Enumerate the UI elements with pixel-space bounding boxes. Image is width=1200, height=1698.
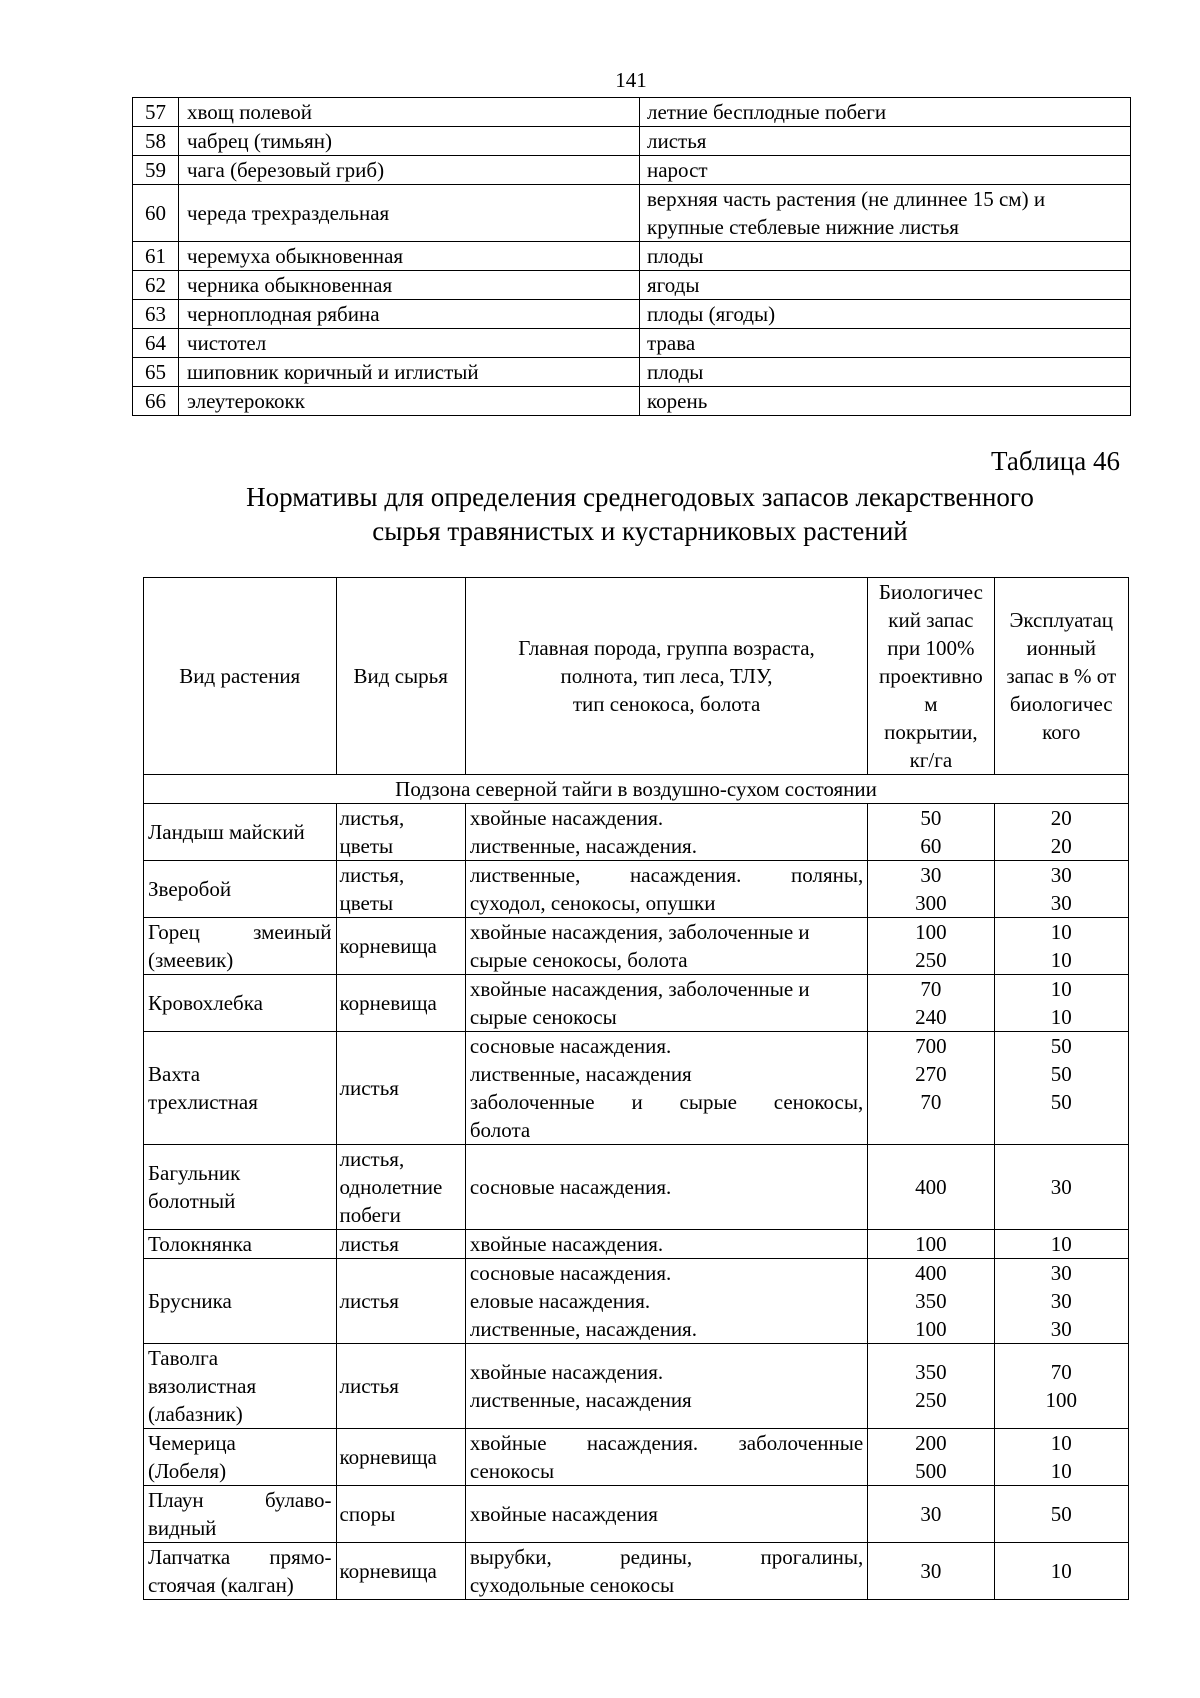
header-exp-line: ионный [1026,636,1097,660]
plant-name: черемуха обыкновенная [179,242,640,271]
header-bio-line: м [924,692,938,716]
exploitation-reserve-cell-line: 50 [1050,1502,1072,1526]
stand-description-cell-line: хвойные насаждения, заболоченные и [469,977,810,1001]
raw-type-cell-line: листья [339,1289,399,1313]
table-row [144,1486,1129,1543]
raw-part-line: крупные стеблевые нижние листья [647,215,959,239]
plant-name-cell-line: Лапчатка прямо- [148,1545,332,1569]
raw-part-line: нарост [647,158,708,182]
plant-name-cell-line: Багульник [148,1161,241,1185]
header-bio-line: кий запас [888,608,974,632]
biological-reserve-cell-line: 350 [915,1360,947,1384]
biological-reserve-cell-line: 400 [915,1261,947,1285]
stand-description-cell [465,1486,867,1543]
biological-reserve-cell-line: 70 [920,977,942,1001]
table-row [144,1259,1129,1344]
stand-description-cell [465,1230,867,1259]
stand-description-cell-line: хвойные насаждения. [469,806,664,830]
plant-name-cell [144,1145,337,1230]
stand-description-cell-line: вырубки, редины, прогалины, [469,1545,864,1569]
exploitation-reserve-cell [994,1344,1128,1429]
exploitation-reserve-cell [994,1032,1128,1145]
header-bio [868,578,994,775]
biological-reserve-cell [868,1032,994,1145]
header-raw: Вид сырья [336,578,465,775]
biological-reserve-cell [868,1230,994,1259]
stand-description-cell [465,1429,867,1486]
exploitation-reserve-cell-line: 10 [1050,920,1072,944]
table-row [133,300,1131,329]
row-number: 64 [133,329,179,358]
plant-name-cell [144,1230,337,1259]
plant-name: элеутерококк [179,387,640,416]
row-number: 65 [133,358,179,387]
raw-part-line: плоды [647,360,704,384]
exploitation-reserve-cell [994,861,1128,918]
stand-description-cell-line: лиственные, насаждения [469,1388,692,1412]
plant-name-cell-line: Зверобой [148,877,232,901]
raw-type-cell [336,1259,465,1344]
exploitation-reserve-cell-line: 50 [1050,1062,1072,1086]
table-row [144,1543,1129,1600]
exploitation-reserve-cell-line: 30 [1050,1289,1072,1313]
raw-type-cell [336,1230,465,1259]
plant-name-cell-line: Плаун булаво- [148,1488,332,1512]
raw-type-cell-line: корневища [339,934,437,958]
stand-description-cell-line: сосновые насаждения. [469,1261,672,1285]
raw-part [640,271,1131,300]
stand-description-cell-line: лиственные, насаждения. [469,1317,697,1341]
table-row [133,329,1131,358]
plant-name: чага (березовый гриб) [179,156,640,185]
header-row [144,578,1129,775]
raw-type-cell-line: листья [339,1076,399,1100]
table-row [144,918,1129,975]
raw-type-cell [336,1543,465,1600]
exploitation-reserve-cell-line: 30 [1050,891,1072,915]
raw-part [640,156,1131,185]
raw-type-cell-line: листья [339,1232,399,1256]
raw-type-cell [336,1429,465,1486]
table-row [144,1230,1129,1259]
raw-part [640,387,1131,416]
stand-description-cell-line: хвойные насаждения. [469,1360,664,1384]
biological-reserve-cell-line: 60 [920,834,942,858]
plant-name-cell [144,1344,337,1429]
plant-name-cell-line: вязолистная [148,1374,257,1398]
biological-reserve-cell [868,861,994,918]
table-row [133,185,1131,242]
stand-description-cell-line: лиственные, насаждения [469,1062,692,1086]
plant-name-cell-line: видный [148,1516,217,1540]
row-number: 63 [133,300,179,329]
plant-name-cell-line: Вахта [148,1062,201,1086]
biological-reserve-cell-line: 50 [920,806,942,830]
stand-description-cell-line: лиственные, насаждения. [469,834,697,858]
stand-description-cell-line: сосновые насаждения. [469,1175,672,1199]
plant-name-cell [144,804,337,861]
biological-reserve-cell-line: 30 [920,1502,942,1526]
table-label: Таблица 46 [991,446,1120,476]
raw-part-line: корень [647,389,708,413]
exploitation-reserve-cell-line: 10 [1050,977,1072,1001]
stand-description-cell [465,918,867,975]
header-exp-line: кого [1042,720,1081,744]
header-bio-line: проективно [878,664,983,688]
table-row [144,861,1129,918]
row-number: 59 [133,156,179,185]
plant-name-cell-line: Кровохлебка [148,991,263,1015]
raw-type-cell-line: цветы [339,834,394,858]
exploitation-reserve-cell [994,1543,1128,1600]
plant-name: чистотел [179,329,640,358]
table-title [200,480,1080,548]
plant-name-cell-line: Горец змеиный [148,920,332,944]
exploitation-reserve-cell-line: 30 [1050,863,1072,887]
stand-description-cell-line: суходольные сенокосы [469,1573,675,1597]
table-title-line: сырья травянистых и кустарниковых растений [372,516,908,546]
raw-part [640,329,1131,358]
header-bio-line: кг/га [909,748,953,772]
raw-type-cell-line: листья [339,1374,399,1398]
exploitation-reserve-cell-line [995,1116,1128,1144]
biological-reserve-cell-line: 700 [915,1034,947,1058]
raw-type-cell [336,975,465,1032]
header-desc-line: тип сенокоса, болота [572,692,761,716]
biological-reserve-cell-line: 300 [915,891,947,915]
raw-type-cell-line: листья, [339,863,405,887]
plant-name-cell-line: (змеевик) [148,948,234,972]
raw-type-cell-line: корневища [339,1445,437,1469]
biological-reserve-cell [868,1543,994,1600]
raw-type-cell-line: побеги [339,1203,401,1227]
stand-description-cell [465,1259,867,1344]
stand-description-cell [465,1344,867,1429]
header-desc [465,578,867,775]
plant-name-cell-line: Таволга [148,1346,219,1370]
raw-type-cell-line: корневища [339,1559,437,1583]
stand-description-cell-line: сырые сенокосы [469,1005,617,1029]
plant-name-cell [144,918,337,975]
stand-description-cell-line: сенокосы [469,1459,555,1483]
biological-reserve-cell [868,1259,994,1344]
raw-part-line: ягоды [647,273,700,297]
stand-description-cell-line: сосновые насаждения. [469,1034,672,1058]
plant-name: черноплодная рябина [179,300,640,329]
table-row [133,387,1131,416]
raw-type-cell-line: корневища [339,991,437,1015]
biological-reserve-cell-line: 100 [915,1317,947,1341]
table-row [144,1344,1129,1429]
plant-name-cell [144,1543,337,1600]
header-desc-line: полнота, тип леса, ТЛУ, [560,664,773,688]
raw-part [640,300,1131,329]
plant-name-cell-line: (лабазник) [148,1402,243,1426]
stand-description-cell-line: хвойные насаждения. заболоченные [469,1431,864,1455]
exploitation-reserve-cell-line: 30 [1050,1261,1072,1285]
biological-reserve-cell-line [868,1116,993,1144]
raw-part-line: верхняя часть растения (не длиннее 15 см) и [647,187,1046,211]
stand-description-cell-line: болота [469,1118,531,1142]
table-row [133,156,1131,185]
table-row [144,975,1129,1032]
plant-name-cell-line: Ландыш майский [148,820,305,844]
biological-reserve-cell-line: 250 [915,1388,947,1412]
raw-type-cell [336,804,465,861]
table-row [133,271,1131,300]
exploitation-reserve-cell-line: 10 [1050,1431,1072,1455]
plant-name-cell [144,1259,337,1344]
raw-type-cell-line: однолетние [339,1175,443,1199]
plant-name-cell-line: болотный [148,1189,236,1213]
biological-reserve-cell-line: 500 [915,1459,947,1483]
zone-row [144,775,1129,804]
exploitation-reserve-cell [994,804,1128,861]
raw-part-line: листья [647,129,707,153]
biological-reserve-cell-line: 270 [915,1062,947,1086]
header-exp-line: биологичес [1009,692,1113,716]
exploitation-reserve-cell [994,1259,1128,1344]
table-row [144,1032,1129,1145]
raw-part [640,98,1131,127]
exploitation-reserve-cell-line: 30 [1050,1317,1072,1341]
exploitation-reserve-cell-line: 50 [1050,1090,1072,1114]
table-title-line: Нормативы для определения среднегодовых запасов лекарственного [246,482,1034,512]
exploitation-reserve-cell-line: 100 [1045,1388,1077,1412]
raw-type-cell [336,1486,465,1543]
raw-part [640,127,1131,156]
biological-reserve-cell-line: 200 [915,1431,947,1455]
plant-name-cell-line: Брусника [148,1289,232,1313]
raw-type-cell-line: цветы [339,891,394,915]
raw-part [640,185,1131,242]
plant-name-cell [144,861,337,918]
table-row [144,1145,1129,1230]
biological-reserve-cell [868,1145,994,1230]
zone-label: Подзона северной тайги в воздушно-сухом состоянии [144,775,1129,804]
stand-description-cell [465,1032,867,1145]
table-row [144,804,1129,861]
page-number: 141 [615,68,647,92]
exploitation-reserve-cell [994,1429,1128,1486]
header-bio-line: покрытии, [884,720,978,744]
reserves-norms-table [143,577,1129,1600]
exploitation-reserve-cell [994,918,1128,975]
stand-description-cell-line: сырые сенокосы, болота [469,948,688,972]
stand-description-cell-line: хвойные насаждения. [469,1232,664,1256]
stand-description-cell-line: заболоченные и сырые сенокосы, [469,1090,864,1114]
exploitation-reserve-cell-line: 30 [1050,1175,1072,1199]
raw-part-line: трава [647,331,696,355]
plants-raw-material-table [132,97,1131,416]
biological-reserve-cell [868,1486,994,1543]
raw-type-cell [336,918,465,975]
stand-description-cell [465,1145,867,1230]
stand-description-cell [465,975,867,1032]
plant-name-cell [144,1032,337,1145]
exploitation-reserve-cell-line: 20 [1050,806,1072,830]
table-row [133,98,1131,127]
stand-description-cell-line: еловые насаждения. [469,1289,651,1313]
exploitation-reserve-cell-line: 10 [1050,1559,1072,1583]
exploitation-reserve-cell [994,975,1128,1032]
stand-description-cell [465,804,867,861]
biological-reserve-cell [868,918,994,975]
biological-reserve-cell [868,1344,994,1429]
raw-type-cell-line: листья, [339,806,405,830]
biological-reserve-cell-line: 250 [915,948,947,972]
stand-description-cell-line: суходол, сенокосы, опушки [469,891,716,915]
exploitation-reserve-cell-line: 10 [1050,1005,1072,1029]
header-bio-line: Биологичес [878,580,983,604]
raw-type-cell-line: листья, [339,1147,405,1171]
raw-part-line: плоды [647,244,704,268]
plant-name-cell-line: Чемерица [148,1431,236,1455]
biological-reserve-cell [868,804,994,861]
plant-name-cell-line: трехлистная [148,1090,258,1114]
plant-name: хвощ полевой [179,98,640,127]
table-row [133,242,1131,271]
raw-part-line: плоды (ягоды) [647,302,776,326]
stand-description-cell [465,1543,867,1600]
biological-reserve-cell [868,1429,994,1486]
raw-part-line: летние бесплодные побеги [647,100,887,124]
exploitation-reserve-cell-line: 20 [1050,834,1072,858]
biological-reserve-cell-line: 100 [915,920,947,944]
table-row [144,1429,1129,1486]
plant-name-cell [144,975,337,1032]
stand-description-cell-line: хвойные насаждения [469,1502,658,1526]
exploitation-reserve-cell [994,1486,1128,1543]
biological-reserve-cell-line: 30 [920,863,942,887]
plant-name-cell [144,1486,337,1543]
exploitation-reserve-cell [994,1145,1128,1230]
biological-reserve-cell [868,975,994,1032]
exploitation-reserve-cell-line: 10 [1050,948,1072,972]
exploitation-reserve-cell-line: 10 [1050,1459,1072,1483]
stand-description-cell-line: хвойные насаждения, заболоченные и [469,920,810,944]
plant-name-cell-line: Толокнянка [148,1232,252,1256]
header-exp-line: запас в % от [1006,664,1117,688]
plant-name-cell [144,1429,337,1486]
exploitation-reserve-cell-line: 70 [1050,1360,1072,1384]
header-exp-line: Эксплуатац [1009,608,1114,632]
plant-name: чабрец (тимьян) [179,127,640,156]
raw-part [640,358,1131,387]
raw-type-cell [336,1145,465,1230]
plant-name: шиповник коричный и иглистый [179,358,640,387]
biological-reserve-cell-line: 100 [915,1232,947,1256]
plant-name-cell-line: стоячая (калган) [148,1573,294,1597]
exploitation-reserve-cell-line: 10 [1050,1232,1072,1256]
plant-name: череда трехраздельная [179,185,640,242]
raw-type-cell [336,1032,465,1145]
raw-part [640,242,1131,271]
exploitation-reserve-cell [994,1230,1128,1259]
row-number: 60 [133,185,179,242]
header-desc-line: Главная порода, группа возраста, [518,636,815,660]
row-number: 66 [133,387,179,416]
raw-type-cell [336,861,465,918]
raw-type-cell-line: споры [339,1502,396,1526]
table-row [133,358,1131,387]
exploitation-reserve-cell-line: 50 [1050,1034,1072,1058]
stand-description-cell-line: лиственные, насаждения. поляны, [469,863,864,887]
plant-name: черника обыкновенная [179,271,640,300]
biological-reserve-cell-line: 400 [915,1175,947,1199]
biological-reserve-cell-line: 240 [915,1005,947,1029]
raw-type-cell [336,1344,465,1429]
row-number: 57 [133,98,179,127]
table-row [133,127,1131,156]
stand-description-cell [465,861,867,918]
row-number: 61 [133,242,179,271]
header-bio-line: при 100% [887,636,975,660]
biological-reserve-cell-line: 30 [920,1559,942,1583]
biological-reserve-cell-line: 70 [920,1090,942,1114]
biological-reserve-cell-line: 350 [915,1289,947,1313]
plant-name-cell-line: (Лобеля) [148,1459,227,1483]
header-plant: Вид растения [144,578,337,775]
row-number: 62 [133,271,179,300]
header-exp [994,578,1128,775]
row-number: 58 [133,127,179,156]
